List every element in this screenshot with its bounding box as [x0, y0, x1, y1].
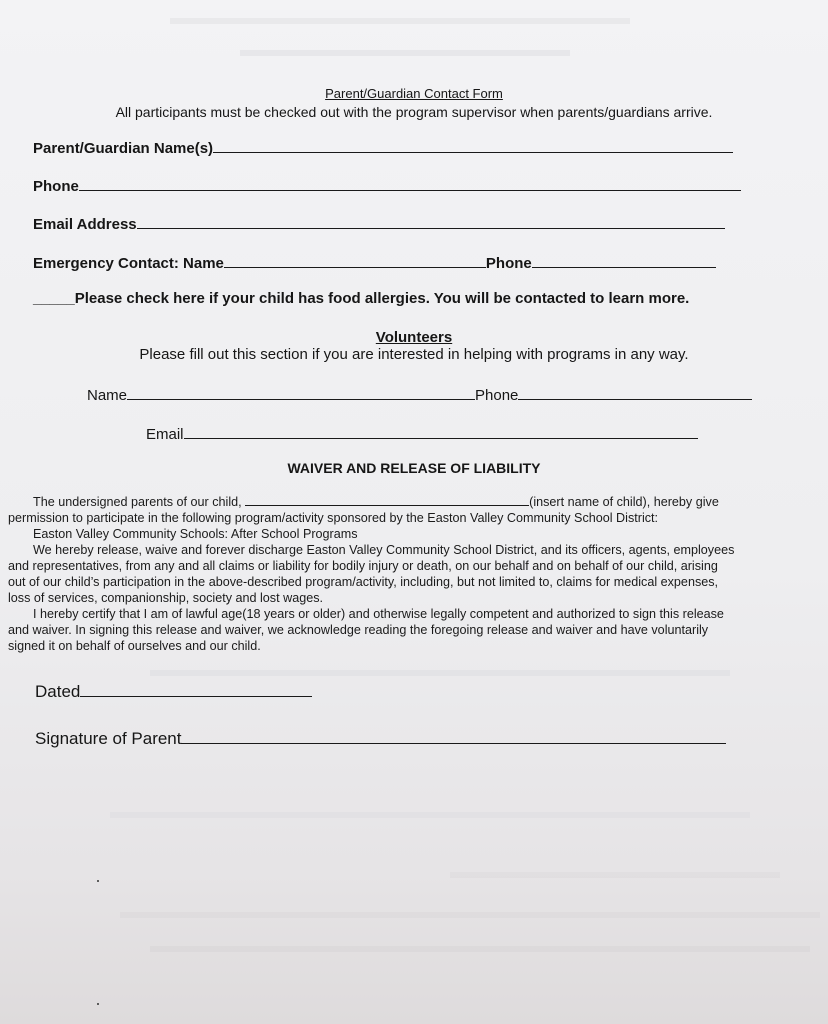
email-blank[interactable]: [137, 227, 725, 229]
allergy-checkbox-blank[interactable]: _____: [33, 290, 75, 307]
volunteers-title: Volunteers: [375, 329, 453, 346]
bleed-through-mark: [120, 912, 820, 926]
waiver-title: WAIVER AND RELEASE OF LIABILITY: [287, 460, 541, 476]
waiver-p3-line2: and waiver. In signing this release and waiver, we acknowledge reading the foregoing release and waiver and have voluntarily: [8, 623, 709, 637]
waiver-body: [8, 494, 820, 654]
volunteer-phone-label: Phone: [475, 387, 519, 404]
parent-name-label: Parent/Guardian Name(s): [33, 140, 214, 157]
parent-name-field[interactable]: [33, 140, 733, 157]
emergency-phone-label: Phone: [485, 255, 532, 272]
waiver-p3-line3: signed it on behalf of ourselves and our child.: [8, 639, 261, 653]
waiver-p1-end: (insert name of child), hereby give: [529, 495, 719, 509]
email-label: Email Address: [33, 216, 137, 233]
waiver-p1-start: The undersigned parents of our child,: [33, 495, 242, 509]
email-field[interactable]: [33, 216, 725, 233]
waiver-p2-line4: loss of services, companionship, society and lost wages.: [8, 591, 323, 605]
parent-signature-field[interactable]: [35, 729, 726, 749]
bleed-through-mark: [450, 872, 780, 886]
volunteer-email-blank[interactable]: [184, 437, 698, 439]
dated-label: Dated: [35, 682, 81, 701]
phone-blank[interactable]: [79, 189, 741, 191]
parent-name-blank[interactable]: [213, 151, 733, 153]
bleed-through-mark: [240, 50, 570, 64]
waiver-p2-line2: and representatives, from any and all claims or liability for bodily injury or death, on our behalf and on behalf of our child, arising: [8, 559, 718, 573]
waiver-p1-line1: [8, 494, 820, 510]
form-title: Parent/Guardian Contact Form: [325, 86, 503, 101]
volunteer-name-blank[interactable]: [127, 398, 475, 400]
volunteers-subtitle: Please fill out this section if you are interested in helping with programs in any way.: [139, 346, 689, 363]
child-name-blank[interactable]: [245, 504, 529, 506]
form-subtitle: All participants must be checked out with the program supervisor when parents/guardians arrive.: [115, 104, 713, 120]
bleed-through-mark: [110, 812, 750, 826]
volunteer-name-label: Name: [87, 387, 128, 404]
volunteer-name-phone-row[interactable]: [87, 387, 752, 404]
volunteer-phone-blank[interactable]: [518, 398, 752, 400]
parent-signature-blank[interactable]: [181, 742, 726, 744]
dated-blank[interactable]: [80, 695, 312, 697]
volunteer-email-label: Email: [146, 426, 184, 443]
allergy-text: Please check here if your child has food allergies. You will be contacted to learn more.: [74, 290, 690, 307]
phone-field[interactable]: [33, 178, 741, 195]
paper-speck: [97, 880, 99, 882]
waiver-p1-line3: Easton Valley Community Schools: After School Programs: [33, 527, 358, 541]
volunteer-email-row[interactable]: [146, 426, 698, 443]
bleed-through-mark: [150, 946, 810, 960]
waiver-p2-line3: out of our child’s participation in the above-described program/activity, including, but not limited to, claims for medical expenses,: [8, 575, 719, 589]
waiver-p2-line1: We hereby release, waive and forever discharge Easton Valley Community School District, and its officers, agents, employees: [33, 543, 735, 557]
waiver-p1-line2: permission to participate in the following program/activity sponsored by the Easton Valley Community School District:: [8, 511, 659, 525]
dated-field[interactable]: [35, 682, 312, 702]
waiver-p3-line1: I hereby certify that I am of lawful age(18 years or older) and otherwise legally competent and authorized to sign this release: [33, 607, 724, 621]
phone-label: Phone: [33, 178, 79, 195]
allergy-checkline[interactable]: [33, 290, 689, 307]
emergency-phone-blank[interactable]: [532, 266, 716, 268]
paper-speck: [97, 1003, 99, 1005]
emergency-contact-field[interactable]: [33, 255, 716, 272]
bleed-through-mark: [170, 18, 630, 32]
emergency-name-blank[interactable]: [224, 266, 486, 268]
parent-signature-label: Signature of Parent: [35, 729, 182, 748]
emergency-name-label: Emergency Contact: Name: [33, 255, 224, 272]
